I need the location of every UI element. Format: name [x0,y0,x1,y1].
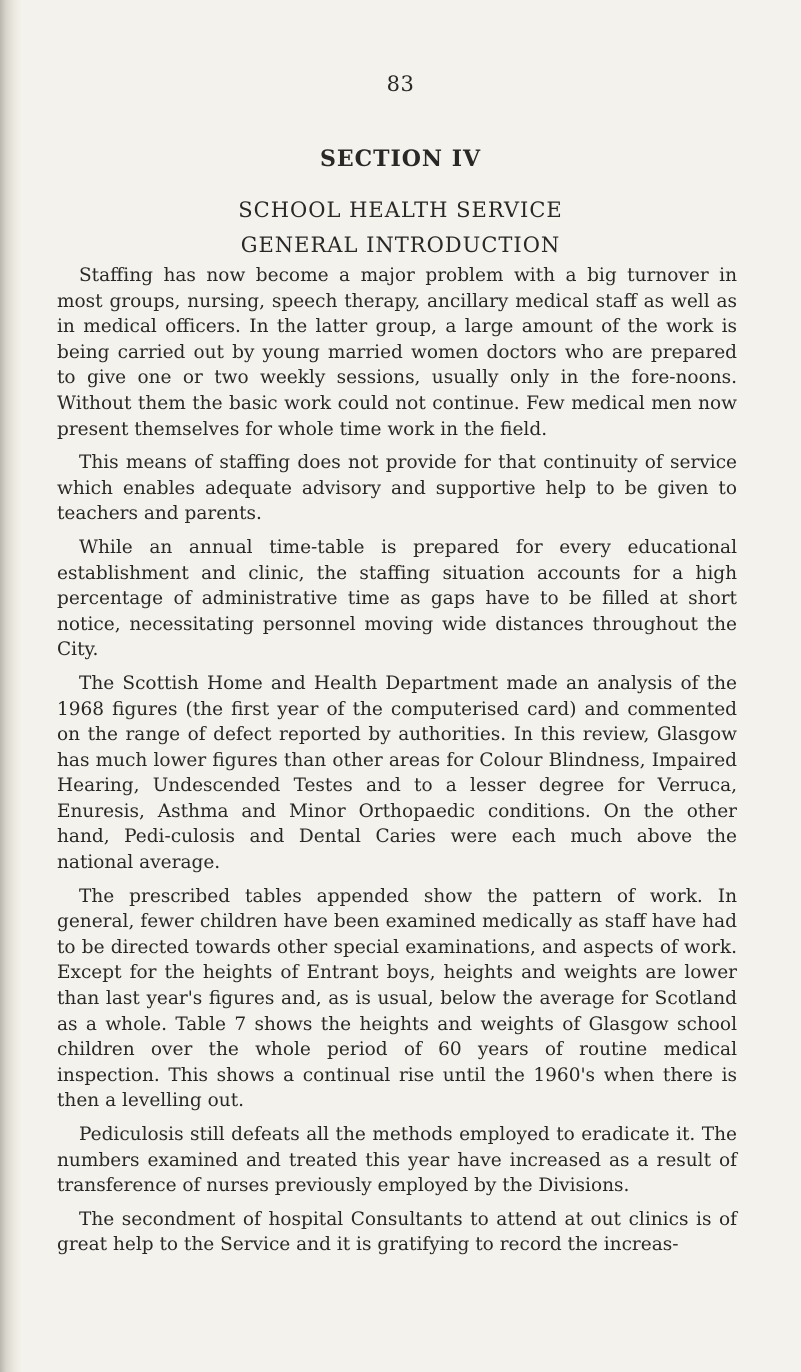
page-number: 83 [386,72,415,96]
paragraph-staffing: Staffing has now become a major problem with a big turnover in most groups, nursing, speech therapy, ancillary medical staff as well as in medical officers. In the latter group, a large amount of the work is being carried out by young married women doctors who are prepared to give one or two weekly sessions, usually only in the fore-noons. Without them the basic work could not continue. Few medical men now present themselves for whole time work in the field. [57,265,737,440]
subtitle-school-health-service: SCHOOL HEALTH SERVICE [238,198,563,222]
body-text [57,263,737,1266]
paragraph-time-table: While an annual time-table is prepared for every educational establishment and clinic, the staffing situation accounts for a high percentage of administrative time as gaps have to be filled at short notice, necessitating personnel moving wide distances throughout the City. [57,536,737,661]
paragraph-analysis: The Scottish Home and Health Department made an analysis of the 1968 figures (the first year of the computerised card) and commented on the range of defect reported by authorities. In this review, Glasgow has much lower figures than other areas for Colour Blindness, Impaired Hearing, Undescended Testes and to a lesser degree for Verruca, Enuresis, Asthma and Minor Orthopaedic conditions. On the other hand, Pedi-culosis and Dental Caries were each much above the national average. [57,672,737,874]
paragraph-consultants: The secondment of hospital Consultants to attend at out clinics is of great help to the Service and it is gratifying to record the increas- [57,1208,737,1256]
subtitle-general-introduction: GENERAL INTRODUCTION [240,233,561,257]
section-title: SECTION IV [319,146,482,172]
paragraph-continuity: This means of staffing does not provide for that continuity of service which enables adequate advisory and supportive help to be given to teachers and parents. [57,452,737,525]
paragraph-tables: The prescribed tables appended show the pattern of work. In general, fewer children have been examined medically as staff have had to be directed towards other special examinations, and aspects of work. Except for the heights of Entrant boys, heights and weights are lower than last year's figures and, as is usual, below the average for Scotland as a whole. Table 7 shows the heights and weights of Glasgow school children over the whole period of 60 years of routine medical inspection. This shows a continual rise until the 1960's when there is then a levelling out. [57,885,737,1112]
paragraph-pediculosis: Pediculosis still defeats all the methods employed to eradicate it. The numbers examined and treated this year have increased as a result of transference of nurses previously employed by the Divisions. [57,1124,737,1197]
